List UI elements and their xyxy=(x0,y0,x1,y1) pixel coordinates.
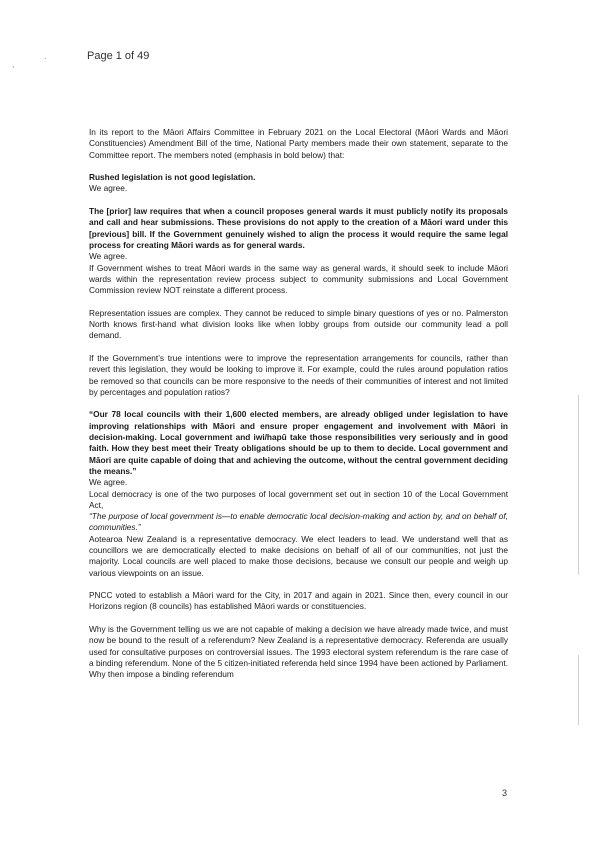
paragraph: We agree. xyxy=(89,477,128,488)
paragraph: If Government wishes to treat Māori wards in the same way as general wards, it should seek to include Māori wards within the representation review process subject to community submissions and Local Government Commission review NOT reinstate a different process. xyxy=(89,262,508,296)
paragraph-bold: Rushed legislation is not good legislation. xyxy=(89,172,256,183)
scan-speck: · xyxy=(44,54,47,63)
paragraph: Local democracy is one of the two purposes of local government set out in section 10 of the Local Government Act, xyxy=(89,488,508,510)
quote-bold: “Our 78 local councils with their 1,600 elected members, are already obliged under legislation to have improving relationships with Māori and ensure proper engagement and involvement with Māori in decision-making. Local government and iwi/hapū take those responsibilities very seriously and in good faith. How they best meet their Treaty obligations should be up to them to decide. Local government and Māori are quite capable of doing that and achieving the outcome, without the central government deciding the means.” xyxy=(89,409,508,476)
paragraph: If the Government’s true intentions were to improve the representation arrangements for councils, rather than revert this legislation, they would be looking to improve it. For example, could the rules around population ratios be removed so that councils can be more responsive to the needs of their communities of interest and not limited by percentages and population ratios? xyxy=(89,352,508,397)
paragraph: PNCC voted to establish a Māori ward for the City, in 2017 and again in 2021. Since then, every council in our Horizons region (8 councils) has established Māori wards or constituencies. xyxy=(89,590,508,612)
document-body xyxy=(89,127,508,681)
paragraph: Aotearoa New Zealand is a representative democracy. We elect leaders to lead. We understand well that as councillors we are democratically elected to make decisions on behalf of all of our communities, not just the majority. Local councils are well placed to make those decisions, because we consult our people and weigh up various viewpoints on an issue. xyxy=(89,533,508,578)
scan-edge-mark xyxy=(578,655,579,725)
scan-speck: , xyxy=(12,60,15,69)
page-number: 3 xyxy=(502,788,508,798)
paragraph: Why is the Government telling us we are not capable of making a decision we have already made twice, and must now be bound to the result of a referendum? New Zealand is a representative democracy. Referenda are usually used for consultative purposes on controversial issues. The 1993 electoral system referendum is the rare case of a binding referendum. None of the 5 citizen-initiated referenda held since 1994 have been actioned by Parliament. Why then impose a binding referendum xyxy=(89,624,508,680)
paragraph: In its report to the Māori Affairs Committee in February 2021 on the Local Electoral (Māori Wards and Māori Constituencies) Amendment Bill of the time, National Party members made their own statement, separate to the Committee report. The members noted (emphasis in bold below) that: xyxy=(89,127,508,160)
page-header: Page 1 of 49 xyxy=(87,50,150,62)
paragraph: We agree. xyxy=(89,251,128,262)
scan-edge-mark xyxy=(578,395,579,575)
paragraph: We agree. xyxy=(89,183,128,194)
paragraph: Representation issues are complex. They cannot be reduced to simple binary questions of yes or no. Palmerston North knows first-hand what division looks like when lobby groups from outside our community lead a poll demand. xyxy=(89,307,508,341)
quote-italic: “The purpose of local government is—to enable democratic local decision-making and action by, and on behalf of, communities.” xyxy=(89,511,508,533)
paragraph-bold: The [prior] law requires that when a council proposes general wards it must publicly notify its proposals and call and hear submissions. These provisions do not apply to the creation of a Māori ward under this [previous] bill. If the Government genuinely wished to align the process it would require the same legal process for creating Māori wards as for general wards. xyxy=(89,206,508,250)
